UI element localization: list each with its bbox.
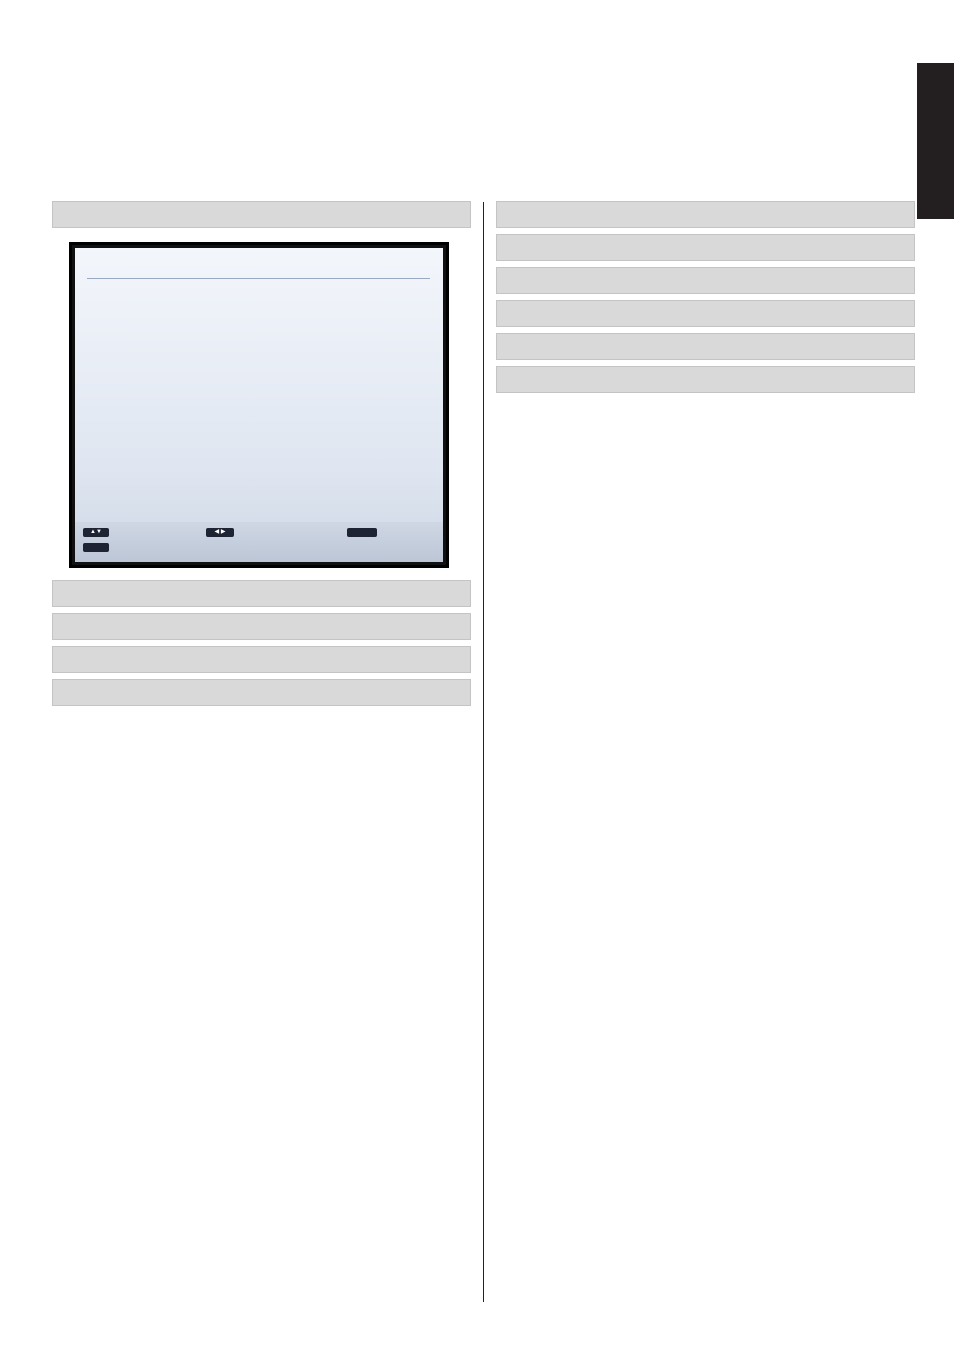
section-heading-configuring [52, 201, 471, 228]
tv-menu-panel [75, 248, 443, 562]
left-column [52, 201, 471, 712]
tv-menu-footer [75, 522, 443, 562]
left-right-key-icon: ◀ ▶ [206, 528, 234, 537]
right-column [496, 201, 915, 399]
page-footer [0, 1306, 954, 1325]
tv-menu-title-divider [87, 278, 430, 279]
section-heading-power-save-mode [496, 267, 915, 294]
section-heading-operating [52, 580, 471, 607]
section-heading-colour [496, 234, 915, 261]
tv-menu-screenshot [69, 242, 449, 568]
language-tab [917, 63, 954, 219]
menu-key-icon [83, 543, 109, 552]
column-divider [483, 202, 484, 1302]
section-heading-advanced-settings [496, 366, 915, 393]
section-heading-backlight [496, 300, 915, 327]
navigate-key-icon: ▲▼ [83, 528, 109, 537]
section-heading-contrast [52, 646, 471, 673]
section-heading-sharpness [496, 201, 915, 228]
back-key-icon [347, 528, 377, 537]
section-heading-mode [52, 613, 471, 640]
section-heading-noise-reduction [496, 333, 915, 360]
section-heading-brightness [52, 679, 471, 706]
